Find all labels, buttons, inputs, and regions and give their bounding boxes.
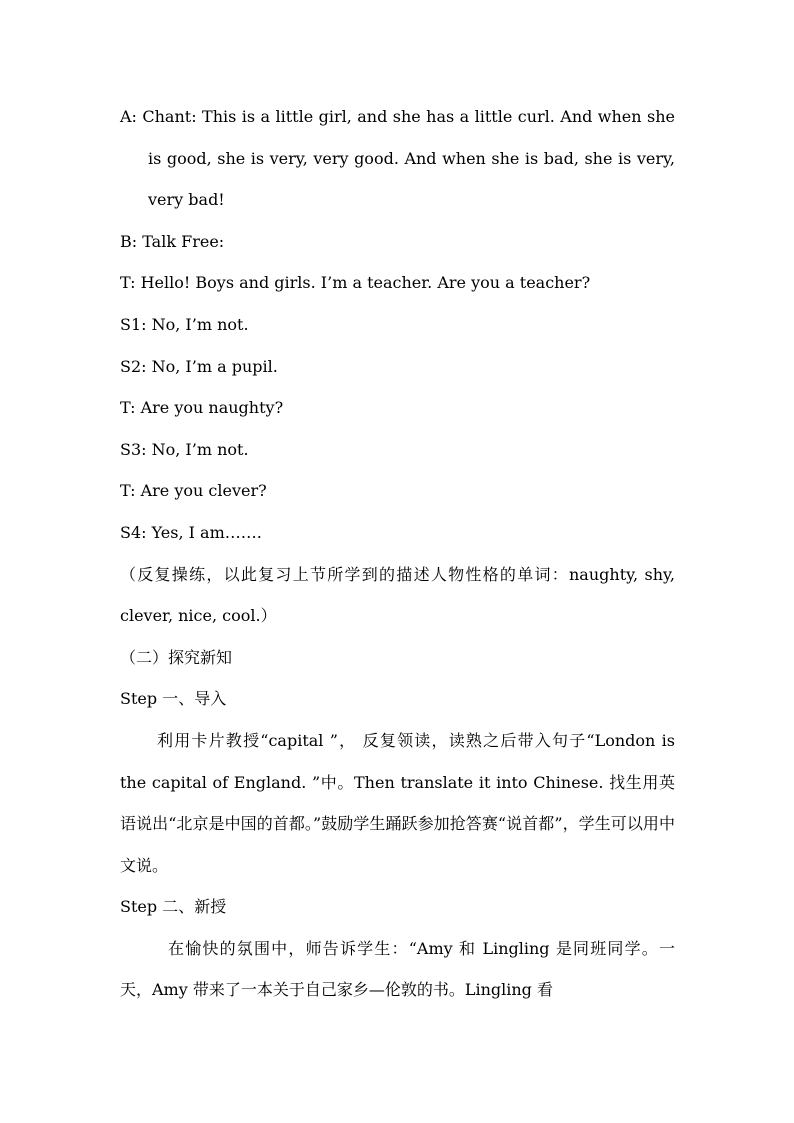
- step1-heading: Step 一、导入: [120, 689, 227, 709]
- dialogue-line: S4: Yes, I am…….: [120, 522, 262, 542]
- step2-heading: Step 二、新授: [120, 897, 227, 917]
- step1-body: 利用卡片教授“capital ”， 反复领读，读熟之后带入句子“London is the capital of England. ”中。Then translate it into Chinese. 找生用英语说出“北京是中国的首都。”鼓励学生踊跃参加抢答赛“说首都”，学生可以用中文说。: [120, 730, 675, 875]
- document-body: [120, 96, 675, 1011]
- dialogue-line: S2: No, I’m a pupil.: [120, 356, 278, 376]
- dialogue-line: T: Are you naughty?: [120, 398, 284, 418]
- dialogue-line: S3: No, I’m not.: [120, 439, 249, 459]
- dialogue-line: S1: No, I’m not.: [120, 314, 249, 334]
- dialogue-line: T: Hello! Boys and girls. I’m a teacher. Are you a teacher?: [120, 273, 591, 293]
- chant-paragraph: A: Chant: This is a little girl, and she has a little curl. And when she is good, she is very, very good. And when she is bad, she is very, very bad!: [120, 107, 675, 210]
- step2-body: 在愉快的氛围中，师告诉学生：“Amy 和 Lingling 是同班同学。一天，Amy 带来了一本关于自己家乡—伦敦的书。Lingling 看: [120, 938, 675, 1000]
- dialogue-line: T: Are you clever?: [120, 481, 267, 501]
- talk-free-heading: B: Talk Free:: [120, 231, 225, 251]
- review-note: （反复操练，以此复习上节所学到的描述人物性格的单词：naughty, shy, clever, nice, cool.）: [120, 564, 675, 626]
- section-heading: （二）探究新知: [120, 647, 233, 667]
